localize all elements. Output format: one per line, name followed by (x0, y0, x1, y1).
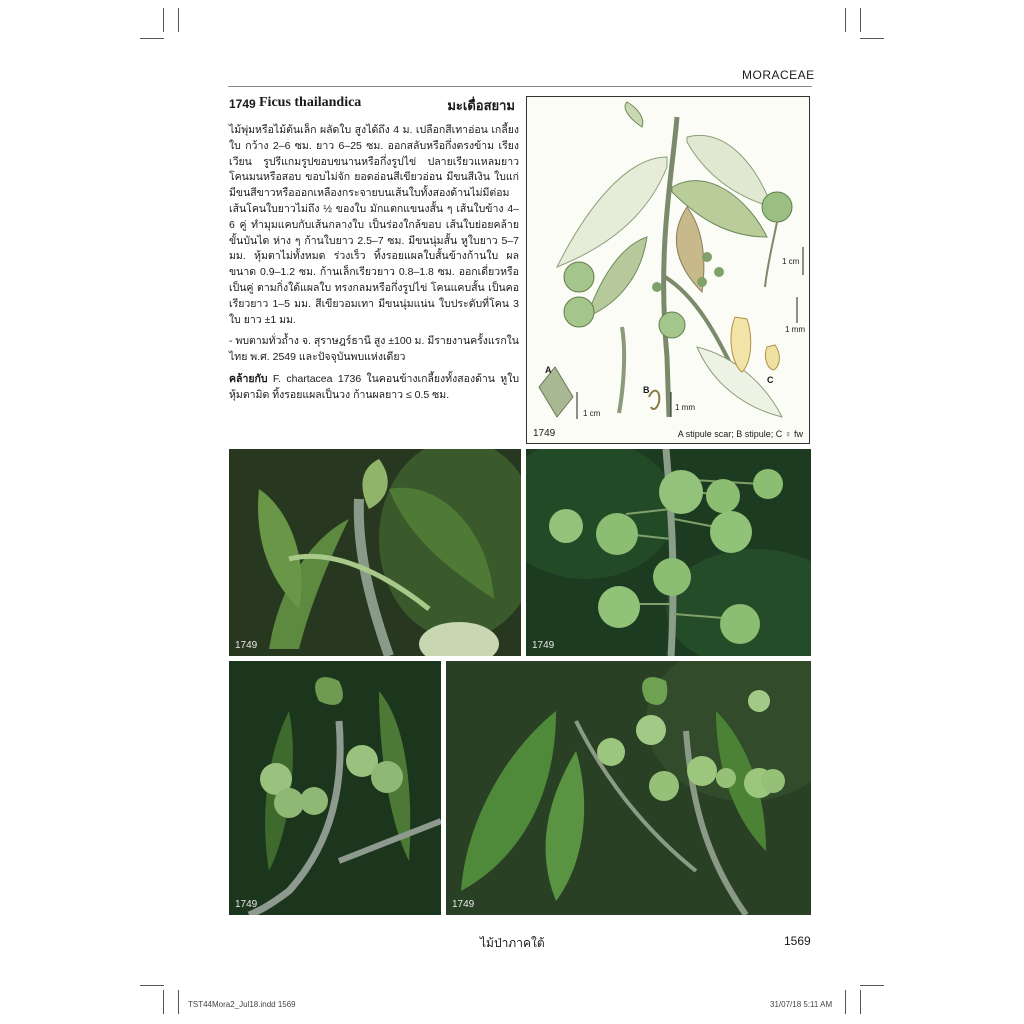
photo-branch-figs (229, 661, 441, 915)
photo-image (229, 449, 521, 656)
crop-mark (845, 8, 846, 32)
footer-book-title: ไม้ป่าภาคใต้ (480, 936, 545, 950)
distribution-paragraph: - พบตามทั่วถ้ำง จ. สุราษฎร์ธานี สูง ±100 ม. มีรายงานครั้งแรกในไทย พ.ศ. 2549 และปัจจุบันพบแห่งเดียว (229, 335, 519, 364)
family-header: MORACEAE (742, 68, 815, 82)
species-heading (229, 95, 515, 115)
similar-text: F. chartacea 1736 ในคอนข้างเกลี้ยงทั้งสองด้าน หูใบหุ้มตามิด ทิ้งรอยแผลเป็นวง ก้านผลยาว ≤ 0.5 ซม. (229, 372, 520, 401)
crop-mark (860, 8, 861, 32)
figure-label-b: B (643, 385, 650, 395)
photo-image (446, 661, 811, 915)
crop-mark (140, 985, 164, 986)
photo-shoot-with-figs (446, 661, 811, 915)
crop-mark (163, 990, 164, 1014)
figure-label-c: C (767, 375, 774, 385)
photo-image (526, 449, 811, 656)
crop-mark (140, 38, 164, 39)
photo-number: 1749 (235, 899, 258, 910)
photo-image (229, 661, 441, 915)
species-description (229, 123, 519, 404)
description-paragraph: ไม้พุ่มหรือไม้ต้นเล็ก ผลัดใบ สูงได้ถึง 4 ม. เปลือกสีเทาอ่อน เกลี้ยง ใบ กว้าง 2–6 ซม. ยาว 6–25 ซม. ออกสลับหรือกึ่งตรงข้าม เรียงเวียน รูปรีแกมรูปขอบขนานหรือกึ่งรูปไข่ ปลายเรียวแหลมยาว โคนมนหรือสอบ ขอบไม่จัก ยอดอ่อนสีเขียวอ่อน มีขนสีเงิน ใบแก่มีขนสีขาวหรือออกเหลืองกระจายบนเส้นใบทั้งสองด้านไม่มีต่อม เส้นโคนใบยาวไม่ถึง ½ ของใบ มักแตกแขนงสั้น ๆ เส้นใบข้าง 4–6 คู่ ทำมุมแคบกับเส้นกลางใบ เป็นร่องใกล้ขอบ เส้นใบย่อยคล้ายขั้นบันได ห่าง ๆ ก้านใบยาว 2.5–7 ซม. มีขนนุ่มสั้น หูใบยาว 5–7 มม. หุ้มตาไม่ทั้งหมด ร่วงเร็ว ทิ้งรอยแผลใบสั้นข้างก้านใบ ผล ขนาด 0.9–1.2 ซม. ก้านเล็กเรียวยาว 0.8–1.8 ซม. ออกเดี่ยวหรือเป็นคู่ ตามกิ่งใต้แผลใบ ทรงกลมหรือกึ่งรูปไข่ โคนแคบสั้น เป็นคอเรียวยาว 1–5 มม. สีเขียวอมเทา มีขนนุ่มแน่น ใบประดับที่โคน 3 ใบ ยาว ±1 มม. (229, 124, 519, 326)
photo-number: 1749 (532, 640, 555, 651)
crop-mark (860, 38, 884, 39)
similar-species-note (229, 372, 519, 404)
illustration-caption: A stipule scar; B stipule; C ♀ fw (677, 429, 803, 439)
crop-mark (178, 8, 179, 32)
page-number: 1569 (784, 934, 811, 948)
scale-label: 1 cm (782, 257, 800, 266)
species-number: 1749 (229, 97, 256, 111)
crop-mark (178, 990, 179, 1014)
photo-fig-cluster (526, 449, 811, 656)
species-thai-name: มะเดื่อสยาม (447, 98, 515, 113)
photo-leafy-shoot (229, 449, 521, 656)
figure-label-a: A (545, 365, 552, 375)
illustration-number: 1749 (533, 428, 556, 439)
illustration-drawing (527, 97, 810, 444)
photo-number: 1749 (452, 899, 475, 910)
header-rule (228, 86, 812, 87)
crop-mark (845, 990, 846, 1014)
crop-mark (860, 990, 861, 1014)
slug-file: TST44Mora2_Jul18.indd 1569 (188, 1000, 296, 1009)
crop-mark (860, 985, 884, 986)
similar-label: คล้ายกับ (229, 372, 268, 385)
photo-number: 1749 (235, 640, 258, 651)
crop-mark (163, 8, 164, 32)
scale-label: 1 mm (675, 403, 695, 412)
species-name: Ficus thailandica (259, 95, 362, 110)
slug-date: 31/07/18 5:11 AM (770, 1000, 833, 1009)
scale-label: 1 mm (785, 325, 805, 334)
scale-label: 1 cm (583, 409, 601, 418)
botanical-illustration (526, 96, 810, 444)
